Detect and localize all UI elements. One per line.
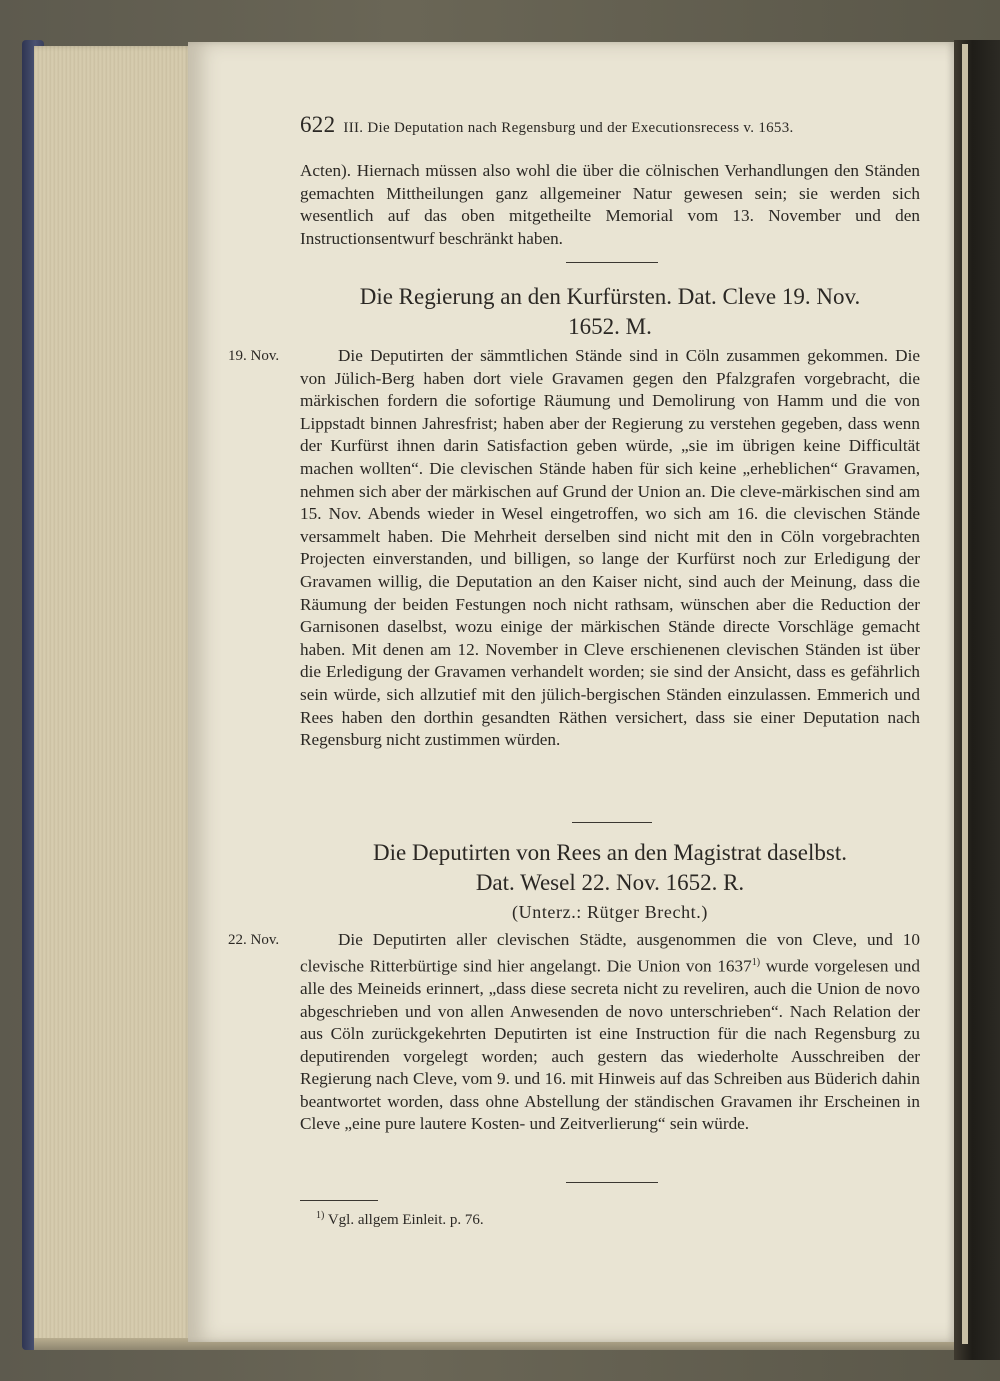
section1-title xyxy=(300,282,920,342)
section1-title-line1: Die Regierung an den Kurfürsten. Dat. Cleve 19. Nov. xyxy=(359,284,861,309)
footnote-rule xyxy=(300,1200,378,1201)
section2-title-line1: Die Deputirten von Rees an den Magistrat daselbst. xyxy=(373,840,847,865)
section1-margin-date: 19. Nov. xyxy=(228,348,280,364)
section2-title xyxy=(300,838,920,898)
section1-body: Die Deputirten der sämmtlichen Stände sind in Cöln zusammen gekommen. Die von Jülich-Berg haben dort viele Gravamen gegen den Pfalzgrafen vorgebracht, die märkischen fordern die sofortige Räumung und Demolirung von Hamm und die von Lippstadt binnen Jahresfrist; haben aber der Regierung zu verstehen gegeben, dass wenn der Kurfürst ihnen darin Satisfaction geben würde, „sie im übrigen keine Difficultät machen wollten“. Die clevischen Stände haben für sich keine „erheblichen“ Gravamen, nehmen sich aber der märkischen auf Grund der Union an. Die cleve-märkischen sind am 15. Nov. Abends wieder in Wesel eingetroffen, wo sich am 16. die clevischen Stände versammelt haben. Die Mehrheit derselben sind nicht mit den in Cöln vorgebrachten Projecten einverstanden, und billigen, so lange der Kurfürst noch zur Erledigung der Gravamen willig, die Deputation an den Kaiser nicht, sind auch der Meinung, dass die Räumung der beiden Festungen noch nicht rathsam, wünschen aber die Reduction der Garnisonen daselbst, wozu einige der märkischen Stände directe Vorschläge gemacht haben. Mit denen am 12. November in Cleve erschienenen clevischen Ständen ist über die Erledigung der Gravamen verhandelt worden; sie sind der Ansicht, dass es gefährlich sein würde, sich allzutief mit den jülich-bergischen Ständen einzulassen. Emmerich und Rees haben den dorthin gesandten Räthen versichert, dass sie einer Deputation nach Regensburg nicht zustimmen würden. xyxy=(300,346,920,750)
section-divider xyxy=(566,262,658,263)
section2-margin-date: 22. Nov. xyxy=(228,932,280,948)
footnote xyxy=(316,1210,484,1229)
book-page xyxy=(188,42,954,1342)
running-header xyxy=(300,112,920,138)
section1-title-line2: 1652. M. xyxy=(568,314,652,339)
next-page-strip xyxy=(962,44,968,1344)
running-title: III. Die Deputation nach Regensburg und der Executionsrecess v. 1653. xyxy=(343,120,794,136)
intro-paragraph: Acten). Hiernach müssen also wohl die über die cölnischen Verhandlungen den Ständen gemachten Mittheilungen ganz allgemeiner Natur gewesen sein; sie werden sich wesentlich auf das oben mitgetheilte Memorial vom 13. November und den Instructionsentwurf beschränkt haben. xyxy=(300,161,920,248)
section2-signature: (Unterz.: Rütger Brecht.) xyxy=(512,902,708,922)
page-number: 622 xyxy=(300,112,336,137)
footnote-number: 1) xyxy=(316,1210,325,1221)
section2-title-line2: Dat. Wesel 22. Nov. 1652. R. xyxy=(475,870,745,895)
page-stack-edge xyxy=(34,46,194,1346)
footnote-marker: 1) xyxy=(751,956,761,968)
section2-body: Die Deputirten aller clevischen Städte, ausgenommen die von Cleve, und 10 clevische Ritterbürtige sind hier angelangt. Die Union von 1637$^{1)}$ wurde vorgelesen und alle des Meineids erinnert, „dass diese secreta nicht zu reveliren, auch die Union de novo abgeschrieben und von allen Anwesenden de novo unterschrieben“. Nach Relation der aus Cöln zurückgekehrten Deputirten ist eine Instruction für die nach Regensburg zu deputirenden vorgelegt worden; auch gestern das wiederholte Ausschreiben der Regierung nach Cleve, vom 9. und 16. mit Hinweis auf das Schreiben aus Büderich dahin beantwortet worden, dass ohne Abstellung der ständischen Gravamen ihr Erscheinen in Cleve „eine pure lautere Kosten- und Zeitverlierung“ sein würde. xyxy=(300,930,920,1134)
footnote-text: Vgl. allgem Einleit. p. 76. xyxy=(324,1212,484,1228)
right-book-edge xyxy=(954,40,1000,1360)
section-divider xyxy=(572,822,652,823)
section-divider xyxy=(566,1182,658,1183)
